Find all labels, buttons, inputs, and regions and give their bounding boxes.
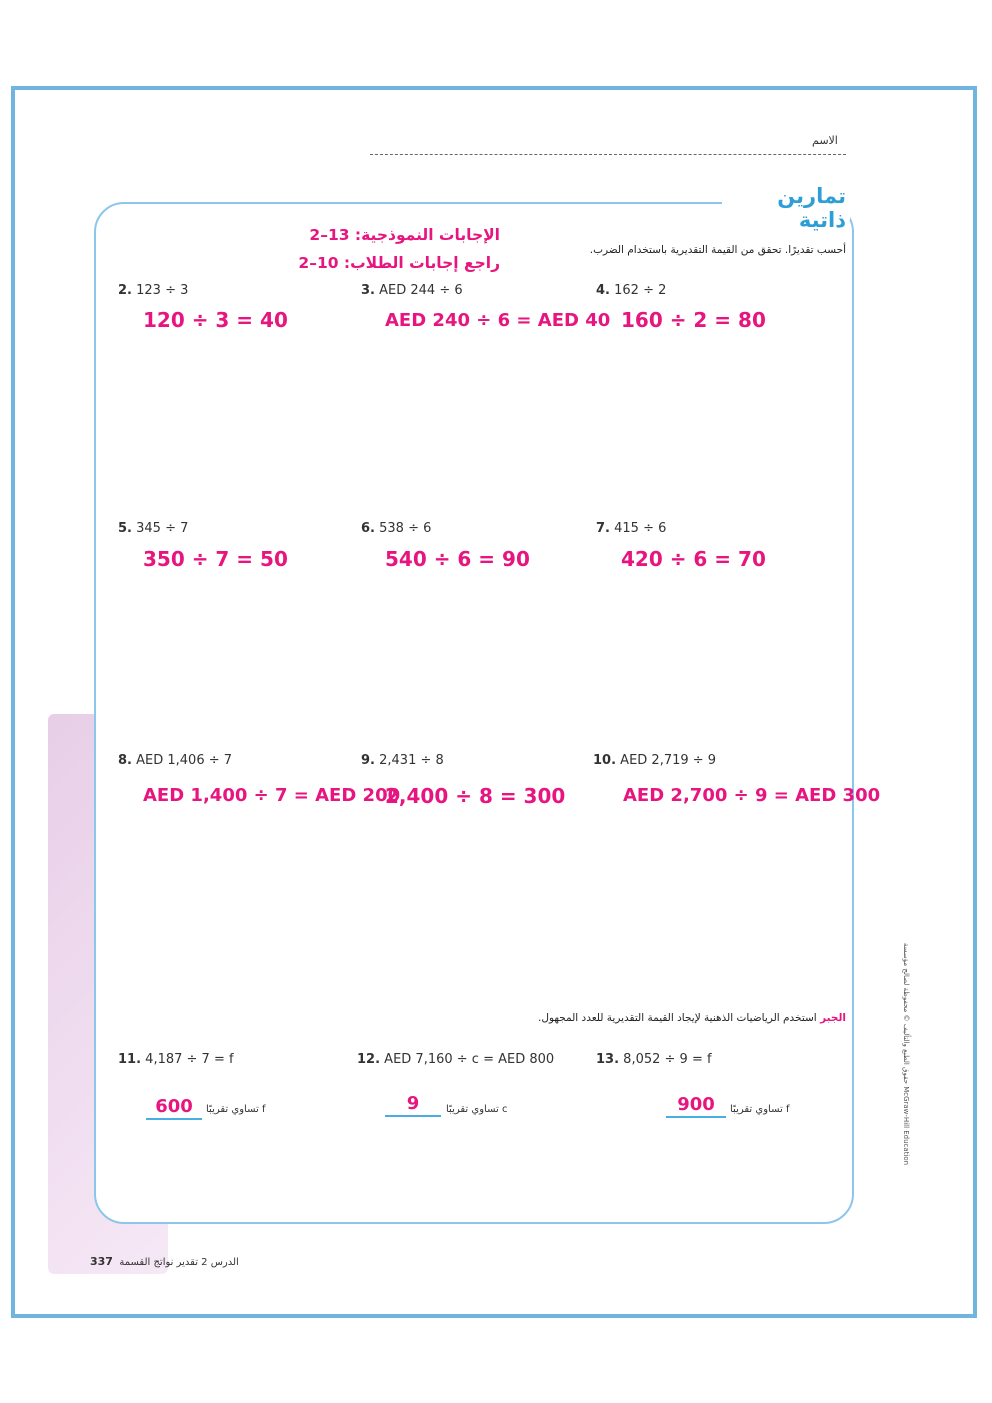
problem-8: 8. AED 1,406 ÷ 7 bbox=[118, 753, 233, 768]
answer-12-blank[interactable]: 9 bbox=[385, 1093, 441, 1117]
problem-10: 10. AED 2,719 ÷ 9 bbox=[593, 753, 717, 768]
instruction-algebra: الجبر استخدم الرياضيات الذهنية لإيجاد القيمة التقديرية للعدد المجهول. bbox=[537, 1012, 846, 1024]
lesson-title: الدرس 2 تقدير نواتج القسمة bbox=[119, 1257, 239, 1268]
problem-5: 5. 345 ÷ 7 bbox=[118, 521, 189, 536]
model-answers-line-2: راجع إجابات الطلاب: 10–2 bbox=[298, 254, 500, 272]
answer-2: 120 ÷ 3 = 40 bbox=[143, 308, 288, 332]
name-label: الاسم bbox=[812, 134, 838, 147]
answer-7: 420 ÷ 6 = 70 bbox=[621, 547, 766, 571]
approx-label-11: f تساوي تقريبًا bbox=[206, 1104, 266, 1115]
problem-6: 6. 538 ÷ 6 bbox=[361, 521, 432, 536]
problem-11: 11. 4,187 ÷ 7 = f bbox=[118, 1052, 234, 1067]
problem-9: 9. 2,431 ÷ 8 bbox=[361, 753, 444, 768]
answer-8: AED 1,400 ÷ 7 = AED 200 bbox=[143, 785, 401, 806]
problem-12: 12. AED 7,160 ÷ c = AED 800 bbox=[357, 1052, 555, 1067]
answer-6: 540 ÷ 6 = 90 bbox=[385, 547, 530, 571]
section-title: تمارين ذاتية bbox=[777, 184, 846, 232]
problem-4: 4. 162 ÷ 2 bbox=[596, 283, 667, 298]
answer-4: 160 ÷ 2 = 80 bbox=[621, 308, 766, 332]
answer-10: AED 2,700 ÷ 9 = AED 300 bbox=[623, 785, 881, 806]
approx-label-13: f تساوي تقريبًا bbox=[730, 1104, 790, 1115]
copyright-side-text: حقوق الطبع والتأليف © محفوظة لصالح مؤسسة McGraw-Hill Education bbox=[902, 942, 910, 1166]
instruction-estimate: أحسب تقديرًا. تحقق من القيمة التقديرية باستخدام الضرب. bbox=[589, 244, 846, 256]
approx-label-12: c تساوي تقريبًا bbox=[446, 1104, 508, 1115]
name-input-line[interactable] bbox=[370, 154, 846, 155]
problem-2: 2. 123 ÷ 3 bbox=[118, 283, 189, 298]
problem-13: 13. 8,052 ÷ 9 = f bbox=[596, 1052, 712, 1067]
page-footer bbox=[90, 1255, 239, 1268]
page-number: 337 bbox=[90, 1255, 113, 1268]
answer-3: AED 240 ÷ 6 = AED 40 bbox=[385, 310, 611, 331]
problem-7: 7. 415 ÷ 6 bbox=[596, 521, 667, 536]
problem-3: 3. AED 244 ÷ 6 bbox=[361, 283, 463, 298]
answer-5: 350 ÷ 7 = 50 bbox=[143, 547, 288, 571]
answer-11-blank[interactable]: 600 bbox=[146, 1096, 202, 1120]
answer-9: 2,400 ÷ 8 = 300 bbox=[385, 784, 566, 808]
exercise-panel bbox=[94, 202, 854, 1224]
answer-13-blank[interactable]: 900 bbox=[666, 1094, 726, 1118]
model-answers-line-1: الإجابات النموذجية: 13–2 bbox=[309, 226, 500, 244]
